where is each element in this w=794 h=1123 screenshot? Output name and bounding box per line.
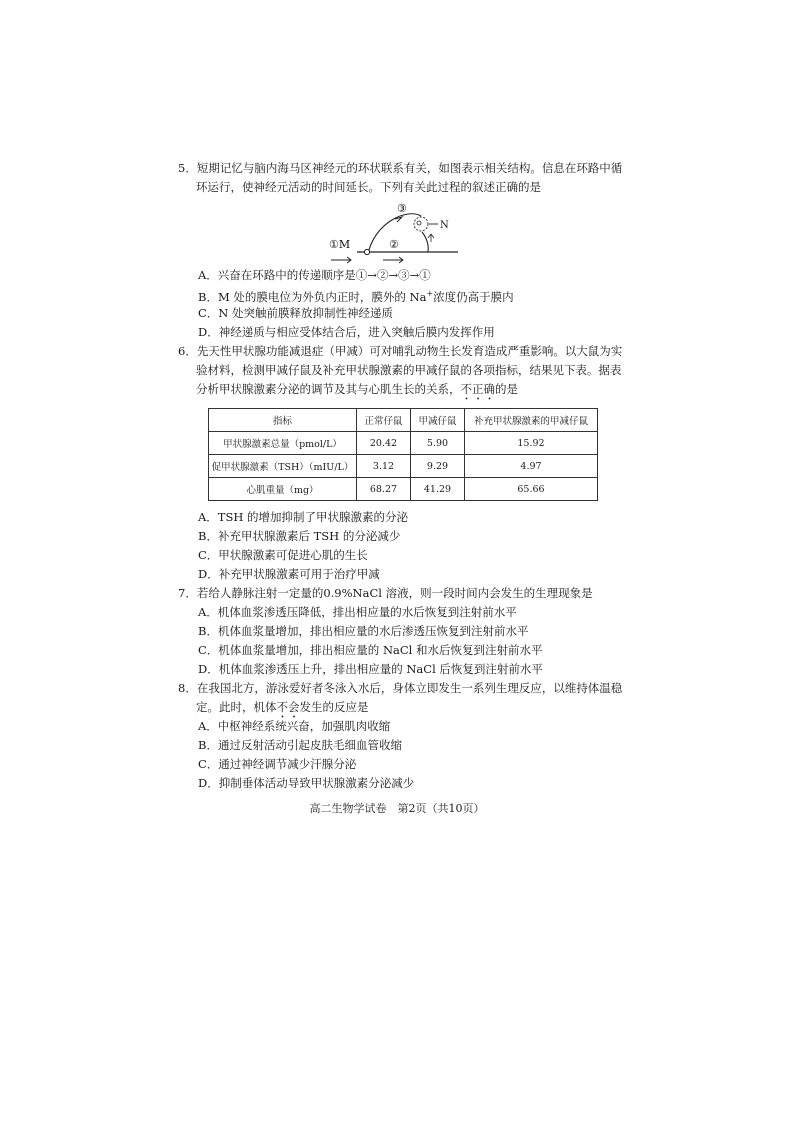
q7-option-d: D．机体血浆渗透压上升，排出相应量的 NaCl 后恢复到注射前水平 bbox=[198, 662, 543, 676]
q6-stem-line1: 6．先天性甲状腺功能减退症（甲减）可对哺乳动物生长发育造成严重影响。以大鼠为实 bbox=[178, 344, 623, 358]
q6-option-a: A．TSH 的增加抑制了甲状腺激素的分泌 bbox=[198, 510, 409, 524]
table-cell: 65.66 bbox=[465, 478, 598, 501]
q6-option-c: C．甲状腺激素可促进心肌的生长 bbox=[198, 548, 368, 562]
figure-label-2: ② bbox=[389, 238, 399, 251]
q6-option-b: B．补充甲状腺激素后 TSH 的分泌减少 bbox=[198, 529, 401, 543]
q8-stem-line1: 8．在我国北方，游泳爱好者冬泳入水后，身体立即发生一系列生理反应，以维持体温稳 bbox=[178, 681, 623, 695]
figure-label-m: ①M bbox=[329, 238, 351, 251]
q5-option-c: C．N 处突触前膜释放抑制性神经递质 bbox=[198, 306, 394, 320]
table-cell: 3.12 bbox=[357, 455, 411, 478]
q6-stem-line2: 验材料，检测甲减仔鼠及补充甲状腺激素的甲减仔鼠的各项指标，结果见下表。据表 bbox=[196, 363, 622, 377]
table-cell: 5.90 bbox=[411, 432, 465, 455]
q8-option-c: C．通过神经调节减少汗腺分泌 bbox=[198, 757, 357, 771]
q6-option-d: D．补充甲状腺激素可用于治疗甲减 bbox=[198, 567, 380, 581]
results-table bbox=[208, 408, 598, 501]
q5-option-b: B．M 处的膜电位为外负内正时，膜外的 Na+浓度仍高于膜内 bbox=[198, 289, 514, 304]
table-header: 补充甲状腺激素的甲减仔鼠 bbox=[465, 409, 598, 432]
figure-label-n: N bbox=[440, 220, 449, 231]
q7-option-b: B．机体血浆量增加，排出相应量的水后渗透压恢复到注射前水平 bbox=[198, 624, 529, 638]
q8-option-b: B．通过反射活动引起皮肤毛细血管收缩 bbox=[198, 738, 402, 752]
table-cell: 41.29 bbox=[411, 478, 465, 501]
q5-stem-line2: 环运行，使神经元活动的时间延长。下列有关此过程的叙述正确的是 bbox=[196, 180, 541, 194]
table-cell: 20.42 bbox=[357, 432, 411, 455]
table-header-row bbox=[209, 409, 598, 432]
table-header: 甲减仔鼠 bbox=[411, 409, 465, 432]
table-cell: 9.29 bbox=[411, 455, 465, 478]
table-row bbox=[209, 478, 598, 501]
figure-label-3: ③ bbox=[397, 202, 407, 215]
q7-stem: 7．若给人静脉注射一定量的0.9%NaCl 溶液，则一段时间内会发生的生理现象是 bbox=[178, 586, 593, 600]
q6-stem-line3: 分析甲状腺激素分泌的调节及其与心肌生长的关系，不正确的是 bbox=[196, 382, 518, 396]
table-cell: 68.27 bbox=[357, 478, 411, 501]
q8-stem-line2: 定。此时，机体不会发生的反应是 bbox=[196, 700, 369, 714]
table-cell: 15.92 bbox=[465, 432, 598, 455]
q8-option-a: A．中枢神经系统兴奋，加强肌肉收缩 bbox=[198, 719, 391, 733]
q5-stem-line1: 5．短期记忆与脑内海马区神经元的环状联系有关，如图表示相关结构。信息在环路中循 bbox=[178, 161, 623, 175]
table-cell: 4.97 bbox=[465, 455, 598, 478]
table-cell: 心肌重量（mg） bbox=[209, 478, 357, 501]
table-header: 指标 bbox=[209, 409, 357, 432]
q5-option-a: A．兴奋在环路中的传递顺序是①→②→③→① bbox=[198, 268, 431, 282]
table-row bbox=[209, 432, 598, 455]
q5-option-d: D．神经递质与相应受体结合后，进入突触后膜内发挥作用 bbox=[198, 325, 495, 339]
table-row bbox=[209, 455, 598, 478]
neuron-loop-figure bbox=[325, 202, 465, 264]
q8-option-d: D．抑制垂体活动导致甲状腺激素分泌减少 bbox=[198, 776, 415, 790]
q7-option-a: A．机体血浆渗透压降低，排出相应量的水后恢复到注射前水平 bbox=[198, 605, 517, 619]
q7-option-c: C．机体血浆量增加，排出相应量的 NaCl 和水后恢复到注射前水平 bbox=[198, 643, 543, 657]
table-cell: 甲状腺激素总量（pmol/L） bbox=[209, 432, 357, 455]
table-cell: 促甲状腺激素（TSH）（mIU/L） bbox=[209, 455, 357, 478]
table-header: 正常仔鼠 bbox=[357, 409, 411, 432]
page-footer: 高二生物学试卷 第2页（共10页） bbox=[309, 802, 485, 815]
